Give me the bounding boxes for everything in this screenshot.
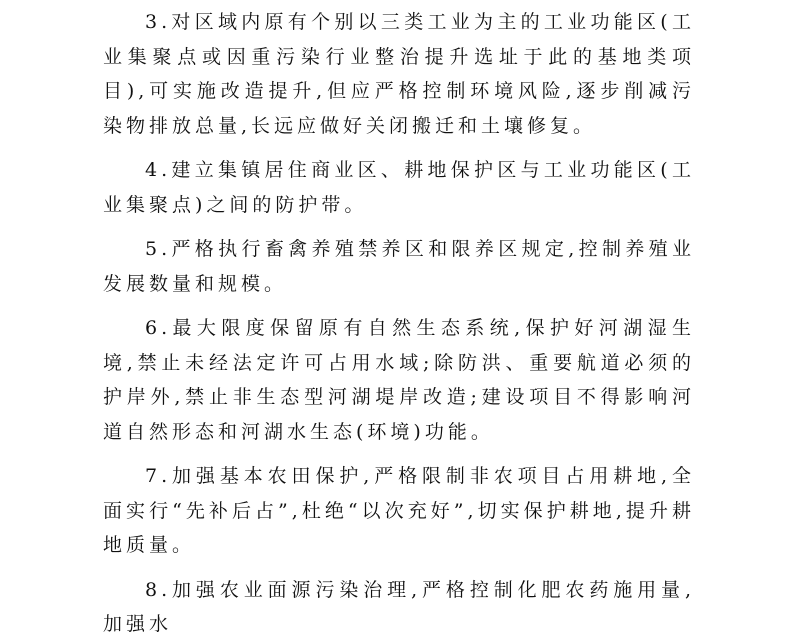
paragraph-8: 8.加强农业面源污染治理,严格控制化肥农药施用量,加强水 (103, 578, 695, 635)
paragraph-4: 4.建立集镇居住商业区、耕地保护区与工业功能区(工业集聚点)之间的防护带。 (103, 159, 695, 216)
paragraph-6: 6.最大限度保留原有自然生态系统,保护好河湖湿生境,禁止未经法定许可占用水域;除防洪、重要航道必须的护岸外,禁止非生态型河湖堤岸改造;建设项目不得影响河道自然形态和河湖水生态(环境)功能。 (103, 317, 695, 443)
paragraph-3: 3.对区域内原有个别以三类工业为主的工业功能区(工业集聚点或因重污染行业整治提升选址于此的基地类项目),可实施改造提升,但应严格控制环境风险,逐步削减污染物排放总量,长远应做好关闭搬迁和土壤修复。 (103, 11, 695, 137)
paragraph-5: 5.严格执行畜禽养殖禁养区和限养区规定,控制养殖业发展数量和规模。 (103, 238, 695, 295)
paragraph-7: 7.加强基本农田保护,严格限制非农项目占用耕地,全面实行“先补后占”,杜绝“以次充好”,切实保护耕地,提升耕地质量。 (103, 465, 695, 556)
document-page (103, 0, 695, 642)
